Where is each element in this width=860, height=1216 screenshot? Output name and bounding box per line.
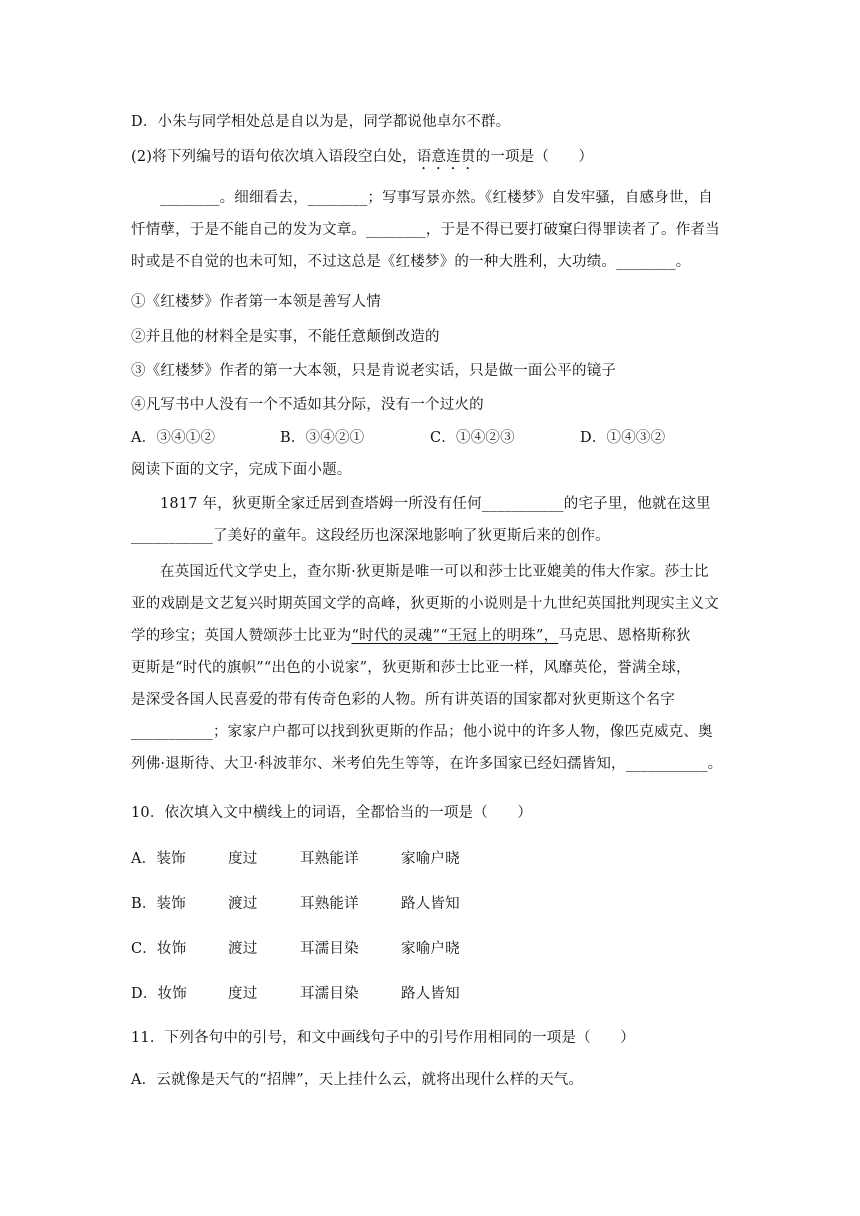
q10-b-word-4: 路人皆知 [401,896,460,912]
q2-passage-line-2: 忏情孽，于是不能自己的发为文章。________，于是不得已要打破窠臼得罪读者了。作者当 [131,222,720,238]
reading-p2-line-3-end: 马克思、恩格斯称狄 [558,628,691,644]
q10-a-word-1: A．装饰 [131,851,186,867]
q10-b-word-1: B．装饰 [131,896,186,912]
reading-p2-line-3 [131,626,691,646]
reading-p2-line-3-start: 学的珍宝；英国人赞颂莎士比亚为 [131,628,352,644]
q11-option-a: A．云就像是天气的“招牌”，天上挂什么云，就将出现什么样的天气。 [131,1072,584,1088]
q2-option-c: C．①④②③ [430,430,515,446]
q2-option-a: A．③④①② [131,430,216,446]
reading-p2-line-4: 更斯是“时代的旗帜”“出色的小说家”，狄更斯和莎士比亚一样，风靡英伦，誉满全球， [131,660,691,676]
q2-item-4: ④凡写书中人没有一个不适如其分际，没有一个过火的 [131,397,484,413]
q2-stem-emphasis: 语意连贯 [416,149,476,165]
q10-c-word-1: C．妆饰 [131,941,187,957]
q10-a-word-4: 家喻户晓 [401,851,460,867]
q10-a-word-3: 耳熟能详 [300,851,359,867]
q10-b-word-2: 渡过 [228,896,258,912]
q10-d-word-2: 度过 [228,986,258,1002]
q10-d-word-4: 路人皆知 [401,986,460,1002]
q10-d-word-1: D．妆饰 [131,986,187,1002]
q-prev-option-d: D．小朱与同学相处总是自以为是，同学都说他卓尔不群。 [131,114,511,130]
q10-b-word-3: 耳熟能详 [300,896,359,912]
reading-p1-line-2: ___________了美好的童年。这段经历也深深地影响了狄更斯后来的创作。 [131,528,610,544]
reading-p2-line-7: 列佛·退斯待、大卫·科波菲尔、米考伯先生等等，在许多国家已经妇孺皆知，___________。 [131,756,723,772]
q2-stem [131,147,593,173]
q2-item-1: ①《红楼梦》作者第一本领是善写人情 [131,294,381,310]
underlined-sentence: “时代的灵魂”“王冠上的明珠”， [351,628,559,644]
q2-option-d: D．①④③② [580,430,666,446]
reading-p2-line-1: 在英国近代文学史上，查尔斯·狄更斯是唯一可以和莎士比亚媲美的伟大作家。莎士比 [160,564,709,580]
q2-passage-line-3: 时或是不自觉的也未可知，不过这总是《红楼梦》的一种大胜利，大功绩。________。 [131,254,691,270]
q2-passage-line-1: ________。细细看去，________；写事写景亦然。《红楼梦》自发牢骚，自感身世，自 [160,190,713,206]
reading-p1-line-1: 1817 年，狄更斯全家迁居到查塔姆一所没有任何___________的宅子里，他就在这里 [160,496,711,512]
q2-stem-suffix: 的一项是（ ） [475,149,594,165]
reading-p2-line-2: 亚的戏剧是文艺复兴时期英国文学的高峰，狄更斯的小说则是十九世纪英国批判现实主义文 [131,596,719,612]
q10-c-word-3: 耳濡目染 [300,941,359,957]
q2-item-2: ②并且他的材料全是实事，不能任意颠倒改造的 [131,329,440,345]
q11-stem: 11．下列各句中的引号，和文中画线句子中的引号作用相同的一项是（ ） [131,1030,635,1046]
q10-stem: 10．依次填入文中横线上的词语，全都恰当的一项是（ ） [131,805,533,821]
q2-stem-prefix: (2)将下列编号的语句依次填入语段空白处， [131,149,417,165]
reading-p2-line-6: ___________；家家户户都可以找到狄更斯的作品；他小说中的许多人物，像匹克威克、奥 [131,724,713,740]
q10-c-word-2: 渡过 [228,941,258,957]
q2-option-b: B．③④②① [280,430,365,446]
q10-a-word-2: 度过 [228,851,258,867]
reading-intro: 阅读下面的文字，完成下面小题。 [131,462,352,478]
reading-p2-line-5: 是深受各国人民喜爱的带有传奇色彩的人物。所有讲英语的国家都对狄更斯这个名字 [131,692,675,708]
q2-item-3: ③《红楼梦》作者的第一大本领，只是肯说老实话，只是做一面公平的镜子 [131,363,617,379]
q10-d-word-3: 耳濡目染 [300,986,359,1002]
q10-c-word-4: 家喻户晓 [401,941,460,957]
